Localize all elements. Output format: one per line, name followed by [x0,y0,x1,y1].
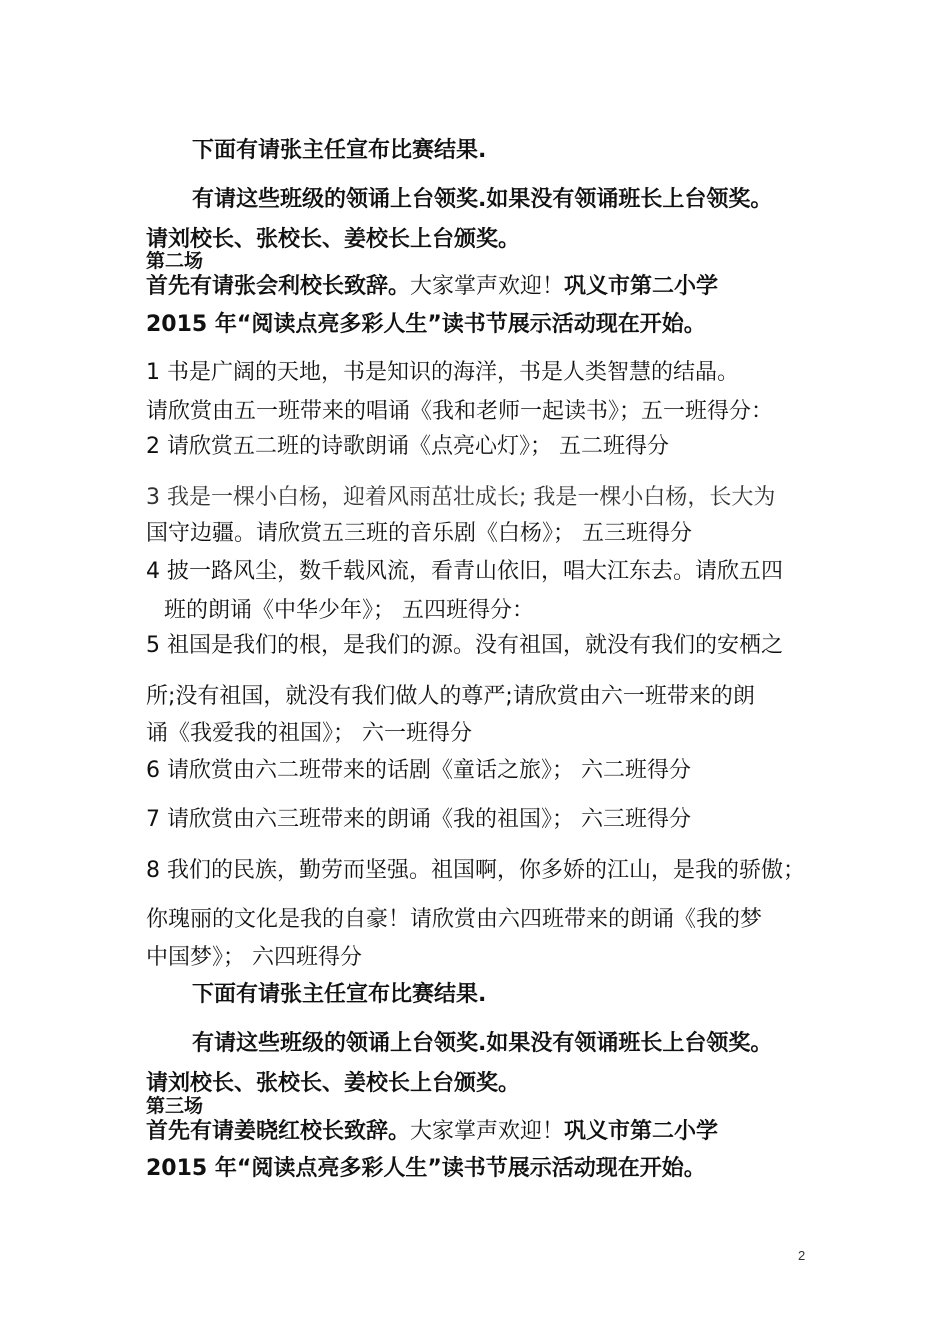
program-item-line: 班的朗诵《中华少年》； 五四班得分： [164,598,534,623]
principals-award-line: 请刘校长、张校长、姜校长上台颁奖。 [146,227,521,252]
program-item-line: 3 我是一棵小白杨，迎着风雨茁壮成长; 我是一棵小白杨，长大为 [146,485,776,510]
program-item-line: 8 我们的民族，勤劳而坚强。祖国啊，你多娇的江山，是我的骄傲； [146,858,805,883]
program-item-line: 国守边疆。请欣赏五三班的音乐剧《白杨》； 五三班得分 [146,521,692,546]
page-number: 2 [798,1248,806,1263]
principals-award-line: 请刘校长、张校长、姜校长上台颁奖。 [146,1071,521,1096]
program-item-line: 所;没有祖国，就没有我们做人的尊严;请欣赏由六一班带来的朗 [146,684,755,709]
program-item-line: 5 祖国是我们的根，是我们的源。没有祖国，就没有我们的安栖之 [146,633,783,658]
award-line: 有请这些班级的领诵上台领奖.如果没有领诵班长上台领奖。 [192,187,773,212]
applause-text: 大家掌声欢迎！ [410,274,565,299]
speech-text: 首先有请张会利校长致辞。 [146,274,411,299]
program-item-line: 6 请欣赏由六二班带来的话剧《童话之旅》； 六二班得分 [146,758,691,783]
school-name: 巩义市第二小学 [564,1119,719,1144]
opening-speech-line [146,273,718,301]
school-name: 巩义市第二小学 [564,274,719,299]
award-line: 有请这些班级的领诵上台领奖.如果没有领诵班长上台领奖。 [192,1031,773,1056]
applause-text: 大家掌声欢迎！ [410,1119,565,1144]
event-start-line: 2015 年“阅读点亮多彩人生”读书节展示活动现在开始。 [146,1156,706,1181]
program-item-line: 7 请欣赏由六三班带来的朗诵《我的祖国》； 六三班得分 [146,807,691,832]
opening-speech-line [146,1118,718,1146]
program-item-line: 4 披一路风尘，数千载风流，看青山依旧，唱大江东去。请欣五四 [146,559,783,584]
speech-text: 首先有请姜晓红校长致辞。 [146,1119,411,1144]
program-item-line: 中国梦》； 六四班得分 [146,945,362,970]
program-item-line: 2 请欣赏五二班的诗歌朗诵《点亮心灯》； 五二班得分 [146,434,669,459]
session-heading: 第三场 [146,1095,204,1117]
program-item-line: 诵《我爱我的祖国》； 六一班得分 [146,721,472,746]
announce-results-line: 下面有请张主任宣布比赛结果. [192,138,487,163]
program-item-line: 你瑰丽的文化是我的自豪！请欣赏由六四班带来的朗诵《我的梦 [146,907,763,932]
program-item-line: 请欣赏由五一班带来的唱诵《我和老师一起读书》；五一班得分： [146,399,774,424]
announce-results-line: 下面有请张主任宣布比赛结果. [192,982,487,1007]
event-start-line: 2015 年“阅读点亮多彩人生”读书节展示活动现在开始。 [146,312,706,337]
program-item-line: 1 书是广阔的天地，书是知识的海洋，书是人类智慧的结晶。 [146,360,739,385]
session-heading: 第二场 [146,250,204,272]
